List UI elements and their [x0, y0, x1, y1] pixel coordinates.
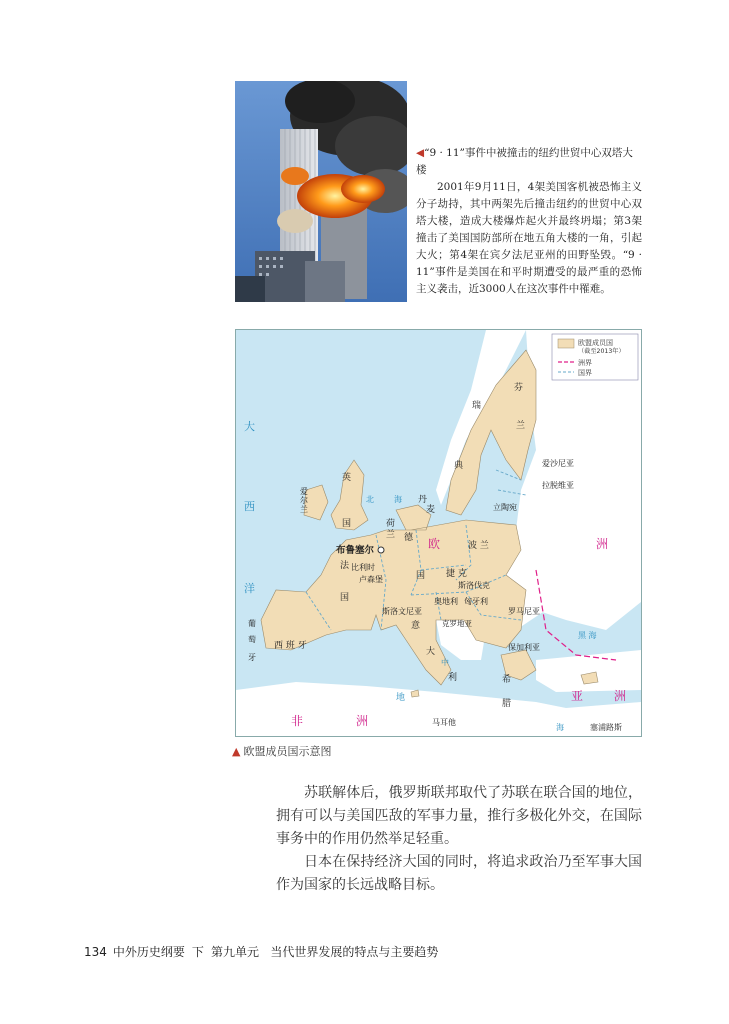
label-atlantic-1: 大 — [244, 420, 255, 433]
label-malta: 马耳他 — [432, 718, 456, 727]
legend-eu-label-2: （截至2013年） — [578, 348, 625, 355]
caption-triangle-icon: ▲ — [232, 745, 241, 758]
label-cyprus: 塞浦路斯 — [590, 723, 622, 732]
unit-label: 第九单元 — [210, 945, 259, 959]
legend-eu-swatch — [558, 339, 574, 348]
label-asia-1: 亚 — [571, 689, 584, 703]
label-lithuania: 立陶宛 — [493, 503, 517, 512]
page-number: 134 — [84, 945, 107, 959]
label-germany-1: 德 — [404, 533, 414, 543]
photo-caption-body: 2001年9月11日，4架美国客机被恐怖主义分子劫持，其中两架先后撞击纽约的世贸中心双塔大楼，造成大楼爆炸起火并最终坍塌；第3架撞击了美国国防部所在地五角大楼的一角，引起大火；第4架在宾夕法尼亚州的田野坠毁。“9 · 11”事件是美国在和平时期遭受的最严重的恐怖主义袭击，近3000人在这次事件中罹难。 — [416, 181, 642, 295]
label-romania: 罗马尼亚 — [508, 607, 540, 616]
label-luxembourg: 卢森堡 — [359, 575, 383, 584]
label-finland-1: 芬 — [514, 383, 524, 393]
legend-national-border: 国界 — [578, 369, 592, 377]
label-portugal-1: 葡 — [248, 619, 256, 628]
label-europe-2: 洲 — [596, 537, 609, 551]
label-brussels: 布鲁塞尔 — [336, 545, 375, 556]
label-croatia: 克罗地亚 — [442, 619, 472, 628]
caption-marker-icon: ◀ — [416, 147, 425, 159]
label-denmark-2: 麦 — [426, 505, 436, 515]
label-netherlands-2: 兰 — [386, 530, 396, 540]
label-estonia: 爱沙尼亚 — [542, 459, 574, 468]
label-poland: 波 兰 — [468, 541, 489, 551]
label-italy-1: 意 — [411, 621, 421, 631]
label-europe-1: 欧 — [428, 537, 441, 551]
label-uk-1: 英 — [342, 473, 352, 483]
label-slovakia: 斯洛伐克 — [458, 581, 490, 590]
label-bulgaria: 保加利亚 — [508, 643, 540, 652]
label-germany-2: 国 — [416, 571, 426, 581]
label-ireland-2: 尔 — [300, 496, 308, 505]
label-africa-2: 洲 — [356, 714, 369, 728]
label-black-sea: 黑 海 — [578, 631, 597, 640]
label-hungary: 匈牙利 — [464, 597, 488, 606]
label-ireland-3: 兰 — [300, 505, 308, 514]
label-greece-1: 希 — [502, 675, 512, 685]
paragraph-japan: 日本在保持经济大国的同时，将追求政治乃至军事大国作为国家的长远战略目标。 — [276, 854, 642, 893]
label-africa-1: 非 — [291, 714, 304, 728]
legend-eu-label-1: 欧盟成员国 — [578, 339, 613, 347]
map-caption-text: 欧盟成员国示意图 — [243, 745, 332, 758]
label-denmark-1: 丹 — [418, 495, 428, 505]
label-ireland-1: 爱 — [300, 487, 308, 496]
label-uk-2: 国 — [342, 519, 352, 529]
label-med-3: 海 — [556, 723, 564, 732]
label-med-1: 地 — [396, 693, 406, 703]
label-atlantic-3: 洋 — [244, 582, 255, 595]
map-legend — [552, 334, 638, 380]
label-sweden-1: 瑞 — [472, 401, 482, 411]
wtc-photo — [235, 81, 407, 302]
label-netherlands-1: 荷 — [386, 519, 396, 529]
label-portugal-3: 牙 — [248, 653, 256, 662]
label-sweden-2: 典 — [454, 461, 464, 471]
photo-caption — [416, 145, 642, 298]
page-footer — [84, 943, 438, 960]
label-north-sea-1: 北 — [366, 495, 374, 504]
label-north-sea-2: 海 — [394, 495, 402, 504]
label-italy-3: 利 — [448, 673, 458, 683]
body-text — [276, 782, 642, 897]
eu-map — [235, 329, 642, 737]
label-italy-2: 大 — [426, 647, 436, 657]
label-greece-2: 腊 — [502, 699, 512, 709]
label-med-2: 中 — [441, 658, 449, 667]
label-czech: 捷 克 — [446, 569, 467, 579]
label-atlantic-2: 西 — [244, 500, 255, 513]
unit-title: 当代世界发展的特点与主要趋势 — [270, 945, 439, 959]
label-belgium: 比利时 — [351, 563, 375, 572]
label-asia-2: 洲 — [614, 689, 627, 703]
label-france-2: 国 — [340, 593, 350, 603]
book-title: 中外历史纲要 — [112, 945, 185, 959]
map-caption — [232, 743, 331, 759]
volume: 下 — [191, 945, 204, 959]
label-austria: 奥地利 — [434, 597, 458, 606]
legend-continent-border: 洲界 — [578, 359, 592, 367]
label-slovenia: 斯洛文尼亚 — [382, 607, 422, 616]
label-france-1: 法 — [340, 561, 350, 571]
label-latvia: 拉脱维亚 — [542, 481, 574, 490]
paragraph-russia: 苏联解体后，俄罗斯联邦取代了苏联在联合国的地位，拥有可以与美国匹敌的军事力量，推行多极化外交，在国际事务中的作用仍然举足轻重。 — [276, 785, 642, 847]
photo-caption-title: ◀“9 · 11”事件中被撞击的纽约世贸中心双塔大楼 — [416, 147, 633, 176]
label-finland-2: 兰 — [516, 421, 526, 431]
label-portugal-2: 萄 — [248, 635, 256, 644]
label-spain: 西 班 牙 — [274, 641, 307, 651]
